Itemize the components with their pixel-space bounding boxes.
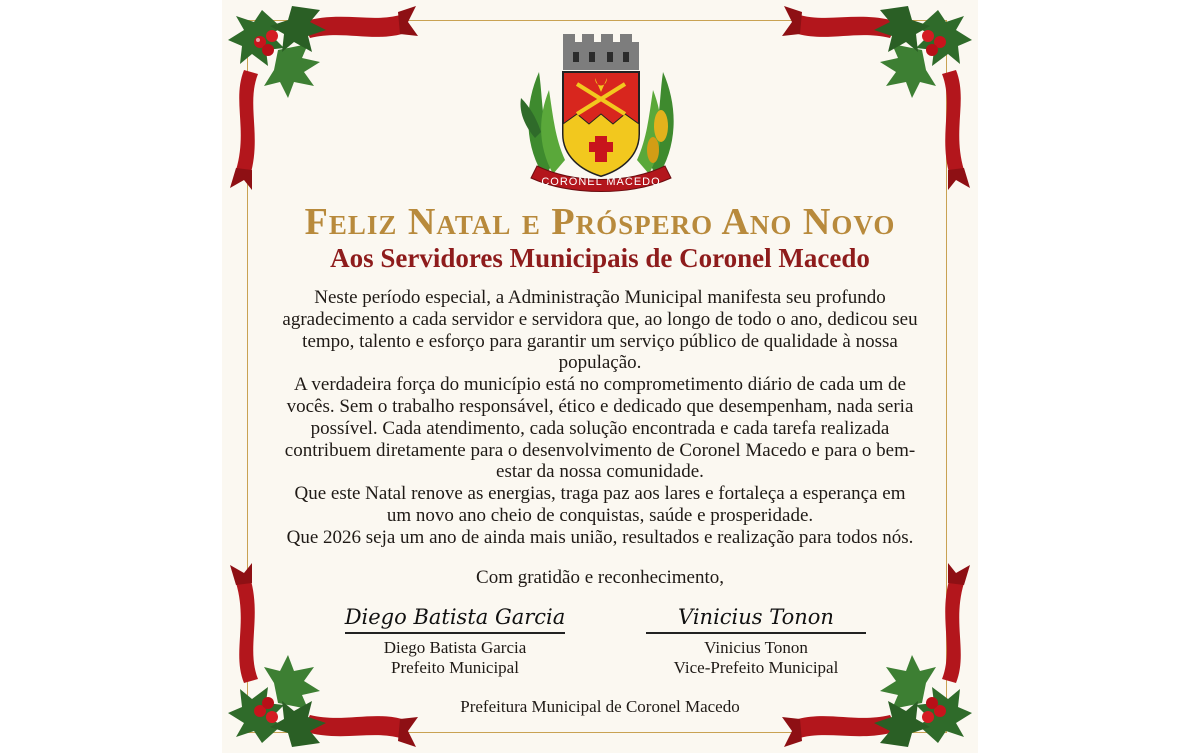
signature-script: Diego Batista Garcia: [344, 605, 566, 629]
message-paragraph: A verdadeira força do município está no comprometimento diário de cada um de vocês. Sem o trabalho responsável, ético e dedicado que desempenham, nada seria possível. Cada atendimento, cada solução encontrada e cada tarefa realizada contribuem diretamente para o desenvolvimento de Coronel Macedo e para o bem-estar da nossa comunidade.: [284, 374, 916, 483]
signature-script: Vinicius Tonon: [678, 605, 834, 629]
message-body: [282, 287, 918, 549]
signature-line: [646, 632, 866, 634]
card-subtitle: Aos Servidores Municipais de Coronel Macedo: [330, 243, 870, 273]
signatory-name: Diego Batista Garcia: [383, 637, 527, 657]
signature-block-mayor: [325, 604, 585, 678]
message-paragraph: Que 2026 seja um ano de ainda mais união, resultados e realização para todos nós.: [286, 526, 914, 548]
christmas-card: [222, 0, 978, 753]
signature-block-vice-mayor: [626, 604, 886, 678]
signatory-role: Prefeito Municipal: [391, 657, 519, 677]
signatory-name: Vinicius Tonon: [704, 637, 808, 657]
coat-of-arms-icon: [515, 28, 687, 192]
message-paragraph: Neste período especial, a Administração Municipal manifesta seu profundo agradecimento a cada servidor e servidora que, ao longo de todo o ano, dedicou seu tempo, talento e esforço para garantir um serviço público de qualidade à nossa população.: [282, 287, 918, 374]
card-title: Feliz Natal e Próspero Ano Novo: [304, 201, 896, 243]
message-paragraph: Que este Natal renove as energias, traga paz aos lares e fortaleça a esperança em um novo ano cheio de conquistas, saúde e prosperidade.: [294, 483, 906, 526]
crest-banner-text: CORONEL MACEDO: [541, 176, 661, 188]
footer-organization: Prefeitura Municipal de Coronel Macedo: [460, 697, 740, 716]
signature-line: [345, 632, 565, 634]
signatory-role: Vice-Prefeito Municipal: [673, 657, 839, 677]
closing-line: Com gratidão e reconhecimento,: [476, 567, 724, 588]
